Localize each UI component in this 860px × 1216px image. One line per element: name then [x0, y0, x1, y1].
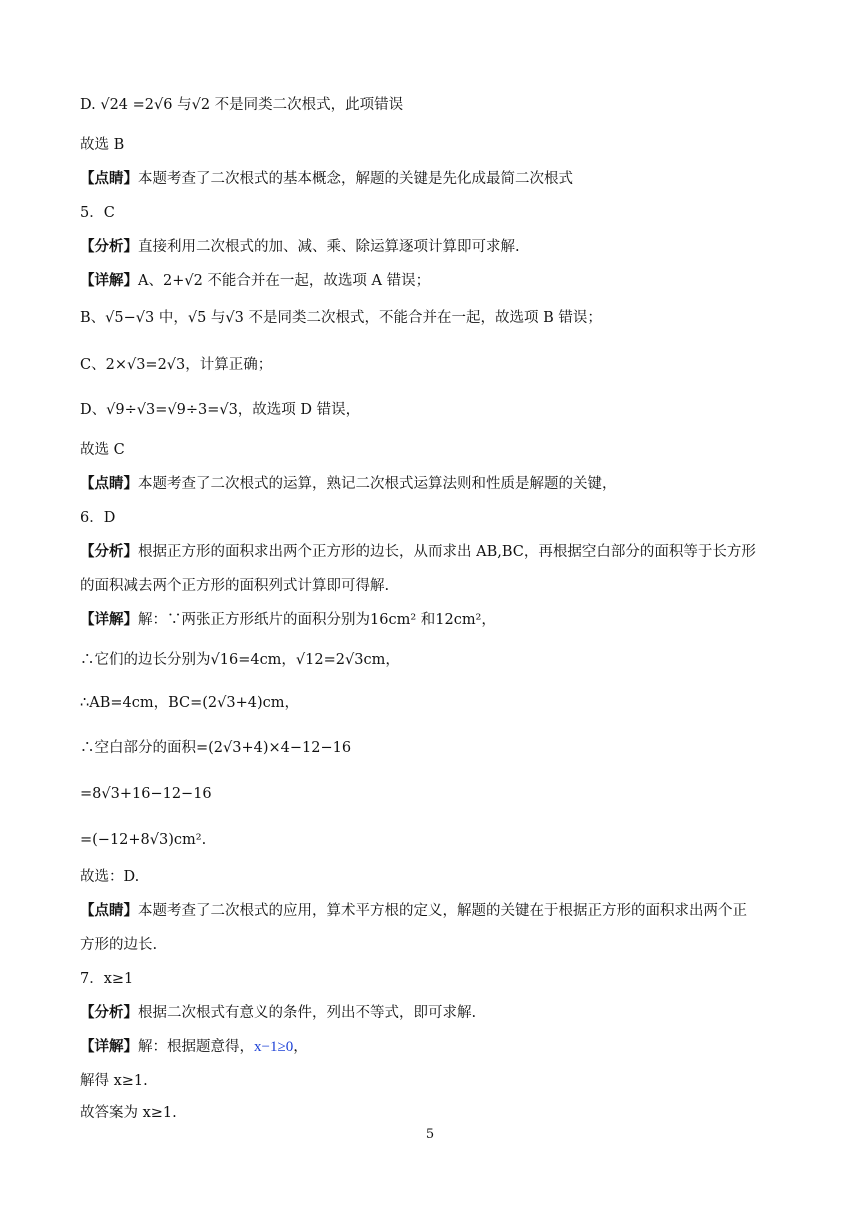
line-20 — [80, 830, 206, 850]
line-21-text: 故选：D. — [80, 869, 140, 885]
line-17 — [80, 693, 299, 713]
line-22-text: 本题考查了二次根式的应用，算术平方根的定义，解题的关键在于根据正方形的面积求出两个正 — [138, 903, 747, 919]
highlighted-inequality: x−1≥0 — [254, 1039, 294, 1055]
line-4 — [80, 203, 115, 223]
line-18 — [80, 738, 351, 758]
line-3 — [80, 169, 573, 189]
line-6 — [80, 271, 430, 291]
line-3-text: 本题考查了二次根式的基本概念，解题的关键是先化成最简二次根式 — [138, 171, 573, 187]
line-8-text: C、2×√3=2√3，计算正确； — [80, 357, 273, 373]
line-27 — [80, 1071, 148, 1091]
line-19-text: =8√3+16−12−16 — [80, 786, 212, 802]
section-tag: 【详解】 — [80, 272, 138, 289]
line-10-text: 故选 C — [80, 442, 125, 458]
section-tag: 【点睛】 — [80, 475, 138, 492]
line-25 — [80, 1003, 476, 1023]
line-23-text: 方形的边长. — [80, 937, 158, 953]
section-tag: 【点睛】 — [80, 902, 138, 919]
line-6-text: A、2+√2 不能合并在一起，故选项 A 错误； — [138, 273, 431, 289]
line-23 — [80, 935, 157, 955]
line-7-text: B、√5−√3 中，√5 与√3 不是同类二次根式，不能合并在一起，故选项 B 错误； — [80, 310, 602, 326]
line-7 — [80, 308, 602, 328]
line-28-text: 故答案为 x≥1. — [80, 1105, 177, 1121]
line-22 — [80, 901, 747, 921]
line-13-text: 根据正方形的面积求出两个正方形的边长，从而求出 AB,BC，再根据空白部分的面积等于长方形 — [138, 544, 756, 560]
line-28 — [80, 1103, 177, 1123]
section-tag: 【分析】 — [80, 1004, 138, 1021]
line-21 — [80, 867, 139, 887]
line-15-text: 解：∵两张正方形纸片的面积分别为16cm² 和12cm²， — [138, 612, 496, 628]
line-16 — [80, 650, 400, 670]
line-15 — [80, 610, 496, 630]
line-2-text: 故选 B — [80, 137, 125, 153]
line-26 — [80, 1037, 308, 1057]
question-number: 7．x≥1 — [80, 971, 134, 987]
line-2 — [80, 135, 124, 155]
section-tag: 【详解】 — [80, 611, 138, 628]
line-19 — [80, 784, 212, 804]
question-number: 5．C — [80, 205, 115, 221]
section-tag: 【分析】 — [80, 543, 138, 560]
line-5 — [80, 237, 520, 257]
line-17-text: ∴AB=4cm，BC=(2√3+4)cm， — [80, 695, 300, 711]
section-tag: 【分析】 — [80, 238, 138, 255]
line-16-text: ∴它们的边长分别为√16=4cm，√12=2√3cm， — [80, 652, 400, 668]
line-26-text: 解：根据题意得，x−1≥0， — [138, 1039, 308, 1055]
line-14 — [80, 576, 389, 596]
section-tag: 【点睛】 — [80, 170, 138, 187]
line-27-text: 解得 x≥1. — [80, 1073, 148, 1089]
line-13 — [80, 542, 756, 562]
question-number: 6．D — [80, 510, 116, 526]
line-11 — [80, 474, 617, 494]
line-1 — [80, 95, 403, 115]
section-tag: 【详解】 — [80, 1038, 138, 1055]
line-20-text: =(−12+8√3)cm². — [80, 832, 207, 848]
line-10 — [80, 440, 125, 460]
line-9 — [80, 400, 360, 420]
line-14-text: 的面积减去两个正方形的面积列式计算即可得解. — [80, 578, 390, 594]
line-24 — [80, 969, 133, 989]
line-8 — [80, 355, 272, 375]
line-25-text: 根据二次根式有意义的条件，列出不等式，即可求解. — [138, 1005, 477, 1021]
line-5-text: 直接利用二次根式的加、减、乘、除运算逐项计算即可求解. — [138, 239, 520, 255]
line-18-text: ∴空白部分的面积=(2√3+4)×4−12−16 — [80, 740, 352, 756]
page-number: 5 — [425, 1127, 435, 1142]
line-12 — [80, 508, 115, 528]
line-11-text: 本题考查了二次根式的运算，熟记二次根式运算法则和性质是解题的关键， — [138, 476, 617, 492]
line-9-text: D、√9÷√3=√9÷3=√3，故选项 D 错误， — [80, 402, 361, 418]
line-1-text: D. √24 =2√6 与√2 不是同类二次根式，此项错误 — [80, 97, 404, 113]
